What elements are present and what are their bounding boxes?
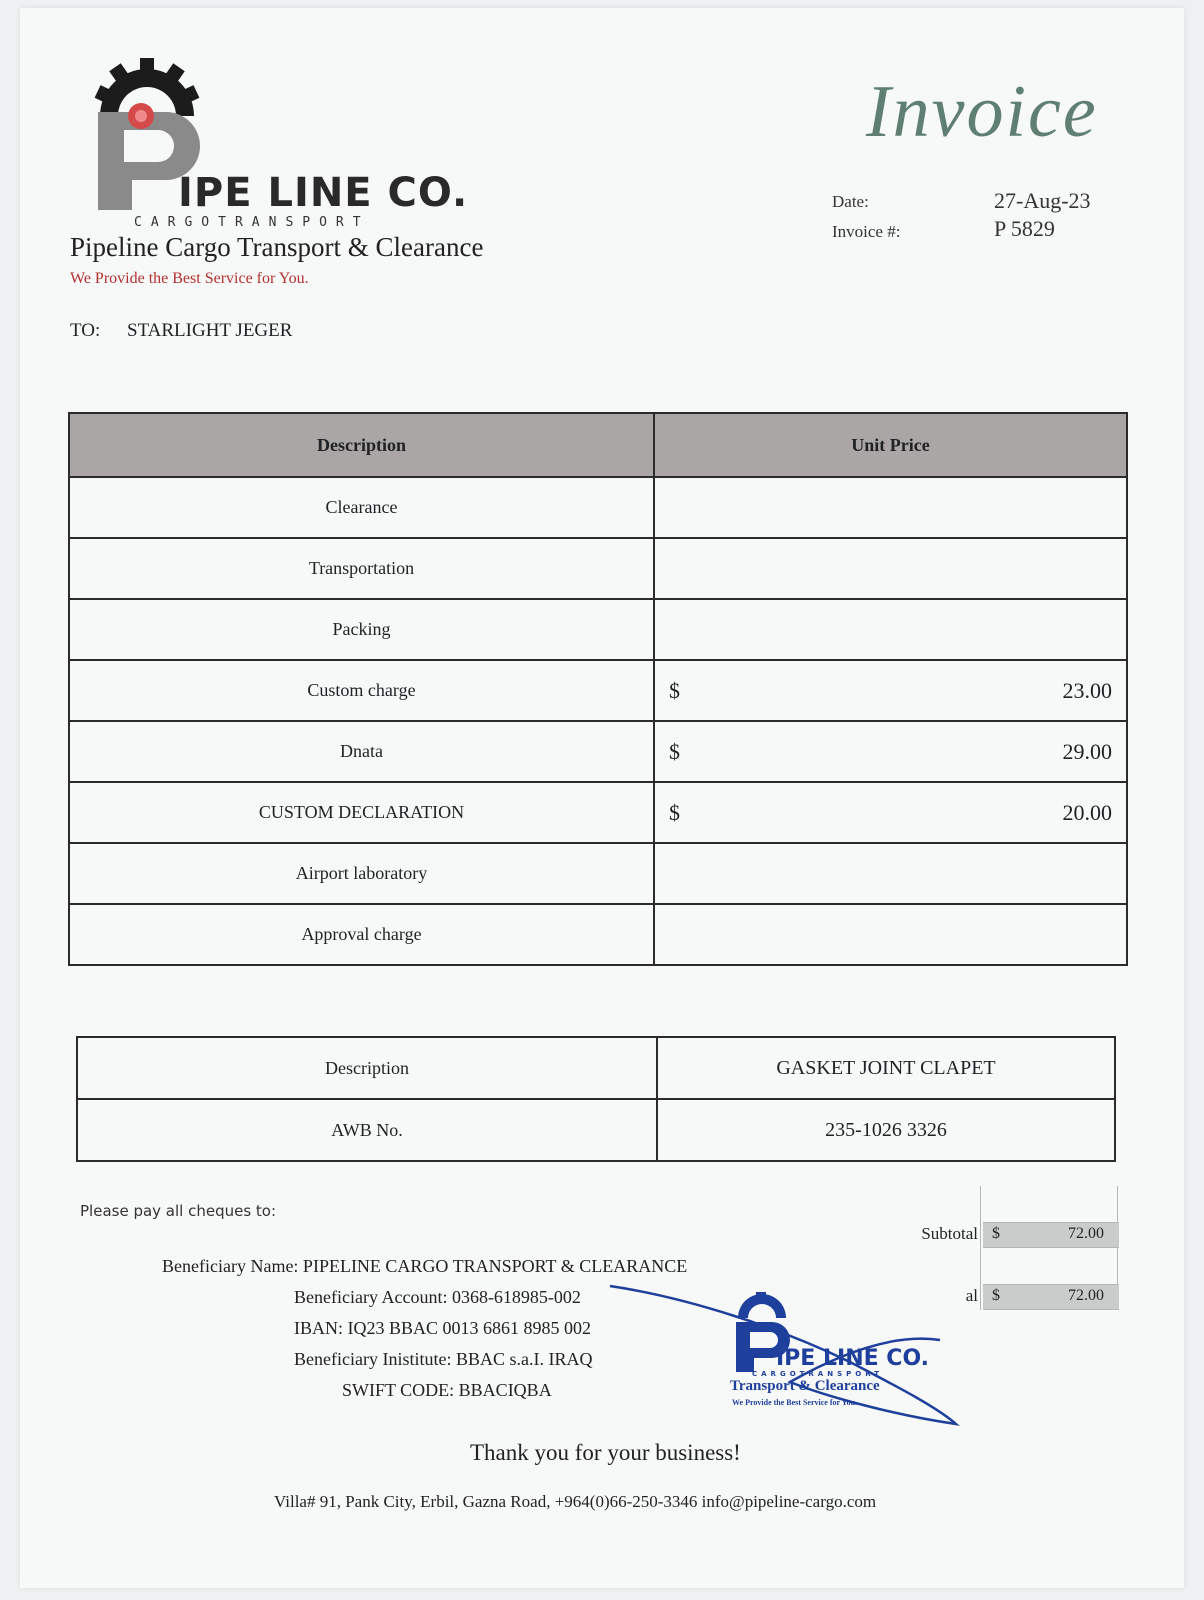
stamp-wordmark: IPE LINE CO. [776, 1346, 930, 1371]
row-description: Transportation [69, 538, 654, 599]
company-name: Pipeline Cargo Transport & Clearance [70, 232, 484, 262]
row-currency: $ [669, 799, 680, 825]
unit-price-header: Unit Price [654, 413, 1127, 477]
iban: IBAN: IQ23 BBAC 0013 6861 8985 002 [294, 1318, 592, 1338]
stamp-tagline: We Provide the Best Service for You. [732, 1398, 857, 1407]
row-price [654, 904, 1127, 965]
total-currency: $ [992, 1287, 1000, 1304]
subtotal-currency: $ [992, 1225, 1000, 1242]
row-amount: 23.00 [1062, 677, 1112, 703]
shipment-table [76, 1036, 1116, 1162]
logo-wordmark: IPE LINE CO. [178, 170, 469, 216]
subtotal-value: 72.00 [1068, 1225, 1104, 1242]
charges-header-row [69, 413, 1127, 477]
payment-label: Please pay all cheques to: [80, 1202, 277, 1220]
table-row [69, 843, 1127, 904]
row-description: Clearance [69, 477, 654, 538]
invoice-title: Invoice [866, 71, 1098, 153]
company-logo-wordmark [178, 170, 468, 216]
shipment-description-label: Description [77, 1037, 657, 1099]
row-price [654, 721, 1127, 782]
table-row [69, 660, 1127, 721]
recipient-name: STARLIGHT JEGER [127, 320, 293, 341]
swift-code: SWIFT CODE: BBACIQBA [342, 1380, 552, 1400]
row-description: CUSTOM DECLARATION [69, 782, 654, 843]
row-price [654, 477, 1127, 538]
row-description: Custom charge [69, 660, 654, 721]
subtotal-label: Subtotal [921, 1224, 978, 1243]
row-currency: $ [669, 738, 680, 764]
total-value: 72.00 [1068, 1287, 1104, 1304]
row-price [654, 538, 1127, 599]
date-value: 27-Aug-23 [994, 188, 1091, 213]
to-label: TO: [70, 320, 101, 341]
table-row [77, 1099, 1115, 1161]
invoice-number-label: Invoice #: [832, 222, 901, 241]
row-description: Approval charge [69, 904, 654, 965]
beneficiary-name: Beneficiary Name: PIPELINE CARGO TRANSPORT & CLEARANCE [162, 1256, 688, 1276]
table-row [69, 599, 1127, 660]
awb-label: AWB No. [77, 1099, 657, 1161]
stamp-line: Transport & Clearance [730, 1378, 880, 1394]
company-tagline: We Provide the Best Service for You. [70, 270, 309, 287]
beneficiary-institute: Beneficiary Inistitute: BBAC s.a.I. IRAQ [294, 1349, 593, 1369]
invoice-number-value: P 5829 [994, 216, 1055, 241]
table-row [77, 1037, 1115, 1099]
row-description: Dnata [69, 721, 654, 782]
table-row [69, 904, 1127, 965]
row-amount: 29.00 [1062, 738, 1112, 764]
footer-address: Villa# 91, Pank City, Erbil, Gazna Road, +964(0)66-250-3346 info@pipeline-cargo.com [274, 1492, 877, 1511]
row-price [654, 660, 1127, 721]
stamp-subtitle: CARGOTRANSPORT [752, 1370, 884, 1378]
description-header: Description [69, 413, 654, 477]
awb-value: 235-1026 3326 [657, 1099, 1115, 1161]
charges-table [68, 412, 1128, 966]
row-price [654, 843, 1127, 904]
thank-you-note: Thank you for your business! [470, 1440, 741, 1465]
beneficiary-account: Beneficiary Account: 0368-618985-002 [294, 1287, 581, 1307]
row-price [654, 599, 1127, 660]
table-row [69, 782, 1127, 843]
total-label: al [965, 1286, 978, 1305]
row-description: Airport laboratory [69, 843, 654, 904]
shipment-description-value: GASKET JOINT CLAPET [657, 1037, 1115, 1099]
logo-subtitle: CARGOTRANSPORT [134, 215, 370, 230]
row-amount: 20.00 [1062, 799, 1112, 825]
table-row [69, 477, 1127, 538]
table-row [69, 721, 1127, 782]
row-description: Packing [69, 599, 654, 660]
date-label: Date: [832, 192, 869, 211]
row-currency: $ [669, 677, 680, 703]
table-row [69, 538, 1127, 599]
row-price [654, 782, 1127, 843]
